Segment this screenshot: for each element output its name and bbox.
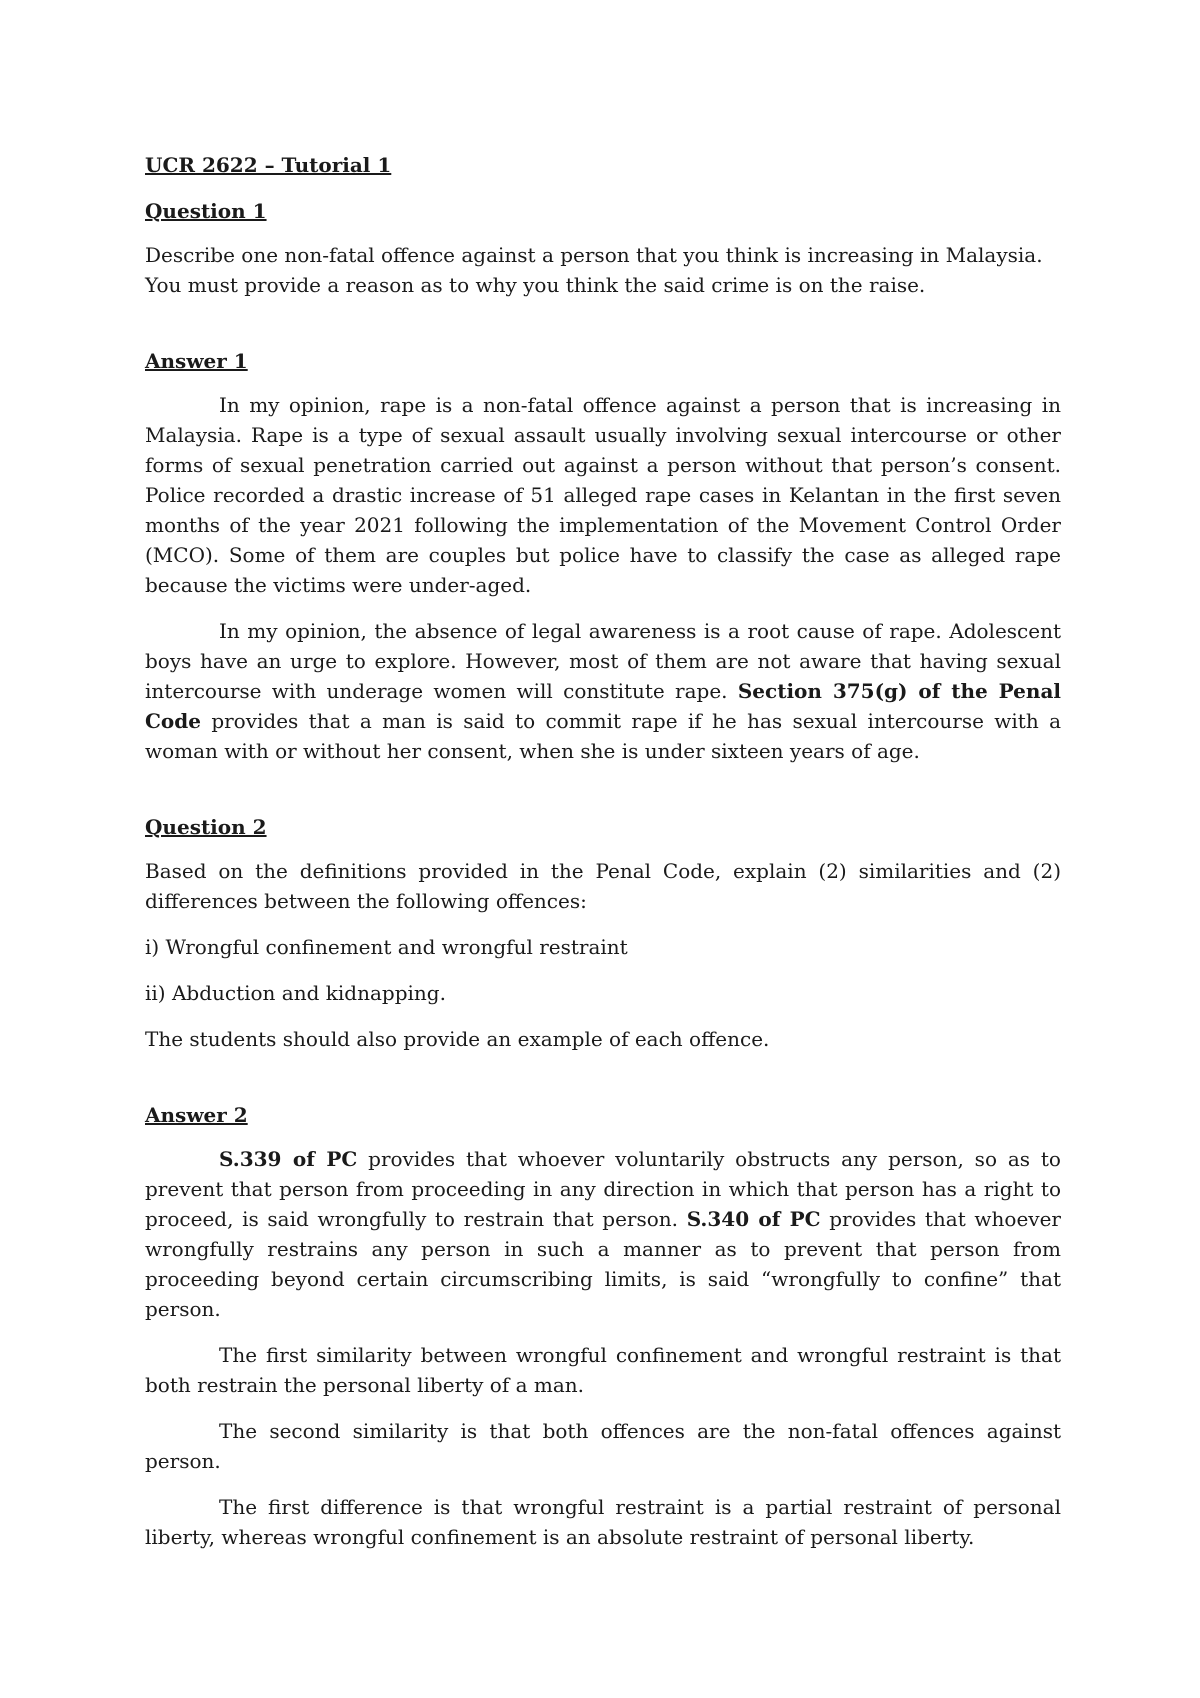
penal-code-section-375-ref: Section 375(g) of the Penal Code	[145, 679, 1062, 733]
answer-2-paragraph-3: The second similarity is that both offences are the non-fatal offences against person.	[145, 1419, 1061, 1473]
answer-1-paragraph-2-text-a: In my opinion, the absence of legal awareness is a root cause of rape. Adolescent boys have an urge to explore. However, most of them are not aware that having sexual intercourse with underage women will constitute rape.	[145, 619, 1061, 703]
question-2-text: Based on the definitions provided in the Penal Code, explain (2) similarities and (2) differences between the following offences:	[145, 859, 1061, 913]
answer-1-heading: Answer 1	[145, 349, 248, 373]
answer-2-paragraph-1	[145, 1144, 1061, 1324]
answer-1-paragraph-2	[145, 616, 1061, 766]
question-1-heading: Question 1	[145, 199, 267, 223]
answer-2-paragraph-4: The first difference is that wrongful restraint is a partial restraint of personal liberty, whereas wrongful confinement is an absolute restraint of personal liberty.	[145, 1495, 1061, 1549]
answer-2-paragraph-2: The first similarity between wrongful confinement and wrongful restraint is that both restrain the personal liberty of a man.	[145, 1343, 1061, 1397]
penal-code-s339-ref: S.339 of PC	[219, 1147, 358, 1171]
answer-2-paragraph-1-text-a: provides that whoever voluntarily obstructs any person, so as to prevent that person from proceeding in any direction in which that person has a right to proceed, is said wrongfully to restrain that person.	[145, 1147, 1061, 1231]
question-2-heading: Question 2	[145, 815, 267, 839]
question-1-text: Describe one non-fatal offence against a person that you think is increasing in Malaysia. You must provide a reason as to why you think the said crime is on the raise.	[145, 243, 1043, 297]
answer-2-paragraph-1-text-b: provides that whoever wrongfully restrains any person in such a manner as to prevent that person from proceeding beyond certain circumscribing limits, is said “wrongfully to confine” that person.	[145, 1207, 1061, 1321]
answer-2-heading: Answer 2	[145, 1103, 248, 1127]
question-2-item-1: i) Wrongful confinement and wrongful restraint	[145, 935, 628, 959]
document-page	[145, 150, 1061, 1568]
document-title: UCR 2622 – Tutorial 1	[145, 153, 392, 177]
answer-1-paragraph-2-text-b: provides that a man is said to commit rape if he has sexual intercourse with a woman with or without her consent, when she is under sixteen years of age.	[145, 709, 1061, 763]
penal-code-s340-ref: S.340 of PC	[686, 1207, 821, 1231]
question-2-item-2: ii) Abduction and kidnapping.	[145, 981, 446, 1005]
question-2-note: The students should also provide an example of each offence.	[145, 1027, 770, 1051]
answer-1-paragraph-1: In my opinion, rape is a non-fatal offence against a person that is increasing in Malaysia. Rape is a type of sexual assault usually involving sexual intercourse or other forms of sexual penetration carried out against a person without that person’s consent. Police recorded a drastic increase of 51 alleged rape cases in Kelantan in the first seven months of the year 2021 following the implementation of the Movement Control Order (MCO). Some of them are couples but police have to classify the case as alleged rape because the victims were under-aged.	[145, 393, 1061, 597]
